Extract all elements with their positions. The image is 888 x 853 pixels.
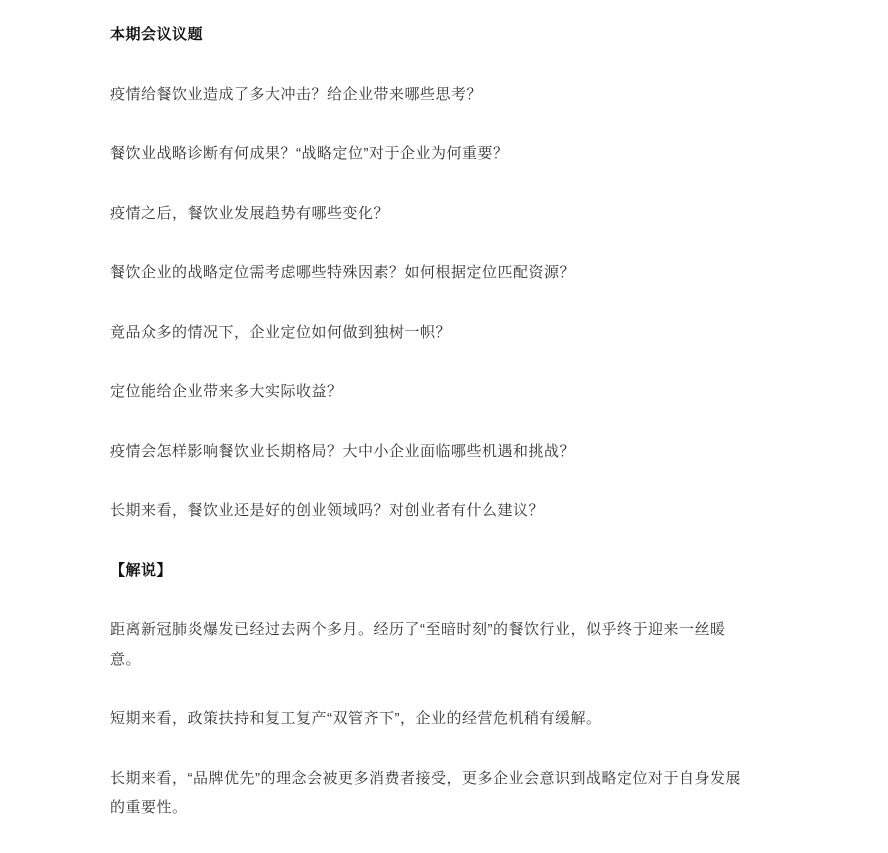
agenda-list — [110, 80, 748, 526]
commentary-section — [110, 615, 748, 823]
agenda-heading: 本期会议议题 — [110, 26, 204, 43]
agenda-item: 疫情给餐饮业造成了多大冲击？给企业带来哪些思考？ — [110, 85, 483, 103]
agenda-item: 竟品众多的情况下，企业定位如何做到独树一帜？ — [110, 323, 452, 341]
agenda-item: 疫情之后，餐饮业发展趋势有哪些变化？ — [110, 204, 390, 222]
agenda-item: 定位能给企业带来多大实际收益？ — [110, 383, 343, 400]
article-body — [110, 20, 748, 853]
commentary-paragraph: 距离新冠肺炎爆发已经过去两个多月。经历了“至暗时刻”的餐饮行业，似乎终于迎来一丝暖意。 — [110, 621, 726, 668]
commentary-paragraph: 短期来看，政策扶持和复工复产“双管齐下”，企业的经营危机稍有缓解。 — [110, 710, 602, 727]
agenda-item: 餐饮企业的战略定位需考虑哪些特殊因素？如何根据定位匹配资源？ — [110, 264, 576, 281]
commentary-paragraph: 长期来看，“品牌优先”的理念会被更多消费者接受，更多企业会意识到战略定位对于自身发展的重要性。 — [110, 769, 741, 816]
commentary-heading: 【解说】 — [110, 561, 173, 579]
agenda-item: 长期来看，餐饮业还是好的创业领域吗？对创业者有什么建议？ — [110, 502, 545, 519]
agenda-item: 疫情会怎样影响餐饮业长期格局？大中小企业面临哪些机遇和挑战？ — [110, 442, 576, 460]
agenda-item: 餐饮业战略诊断有何成果？“战略定位”对于企业为何重要？ — [110, 145, 509, 162]
